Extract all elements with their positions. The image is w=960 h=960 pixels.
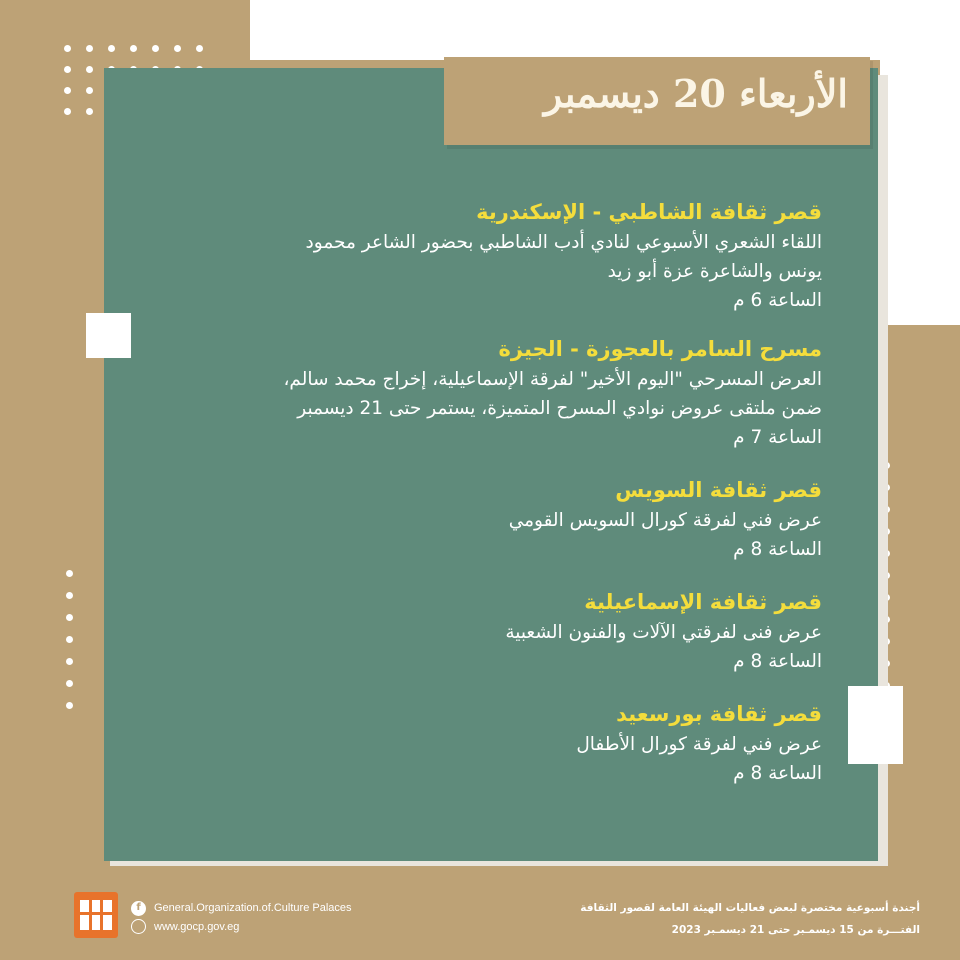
event-item: [150, 586, 822, 676]
decorative-dot: [86, 87, 93, 94]
footer: [0, 885, 960, 960]
event-description: عرض فني لفرقة كورال السويس القومي: [508, 510, 822, 531]
agenda-title: أجندة أسبوعية مختصرة لبعض فعاليات الهيئة العامة لقصور الثقافة: [580, 902, 920, 914]
event-time: الساعة 8 م: [733, 651, 822, 672]
decorative-dot: [64, 87, 71, 94]
decorative-dot-column-left: [66, 570, 73, 709]
gocp-logo-icon: [74, 892, 118, 938]
date-header: [444, 57, 870, 145]
decorative-white-block-right: [880, 60, 960, 325]
facebook-page-link[interactable]: General.Organization.of.Culture Palaces: [154, 902, 352, 914]
decorative-white-block-top: [250, 0, 960, 60]
agenda-period: الفتـــرة من 15 ديسمـبر حتى 21 ديسمـبر 2023: [671, 924, 920, 936]
event-time: الساعة 7 م: [733, 427, 822, 448]
events-list: [150, 196, 822, 810]
event-venue: قصر ثقافة بورسعيد: [616, 702, 822, 726]
decorative-dot: [130, 45, 137, 52]
event-venue: قصر ثقافة الإسماعيلية: [584, 590, 822, 614]
event-item: [150, 196, 822, 315]
agenda-info: [580, 897, 920, 941]
event-description: اللقاء الشعري الأسبوعي لنادي أدب الشاطبي بحضور الشاعر محمود: [305, 232, 822, 253]
event-item: [150, 698, 822, 788]
decorative-dot: [86, 108, 93, 115]
decorative-dot: [86, 45, 93, 52]
event-time: الساعة 6 م: [733, 290, 822, 311]
decorative-white-square-right: [848, 686, 903, 764]
event-item: [150, 333, 822, 452]
globe-icon[interactable]: [131, 919, 146, 934]
decorative-dot: [66, 658, 73, 665]
decorative-dot: [66, 702, 73, 709]
event-item: [150, 474, 822, 564]
decorative-dot: [66, 592, 73, 599]
decorative-white-square-left: [86, 313, 131, 358]
decorative-dot: [152, 45, 159, 52]
event-time: الساعة 8 م: [733, 539, 822, 560]
event-venue: قصر ثقافة السويس: [615, 478, 822, 502]
event-description: يونس والشاعرة عزة أبو زيد: [607, 261, 822, 282]
event-description: العرض المسرحي "اليوم الأخير" لفرقة الإسماعيلية، إخراج محمد سالم،: [283, 369, 822, 390]
facebook-icon[interactable]: f: [131, 901, 146, 916]
event-description: ضمن ملتقى عروض نوادي المسرح المتميزة، يستمر حتى 21 ديسمبر: [297, 398, 822, 419]
decorative-dot: [86, 66, 93, 73]
event-venue: قصر ثقافة الشاطبي - الإسكندرية: [476, 200, 822, 224]
decorative-dot: [66, 680, 73, 687]
decorative-dot: [174, 45, 181, 52]
website-link[interactable]: www.gocp.gov.eg: [154, 921, 240, 933]
decorative-dot: [108, 45, 115, 52]
decorative-dot: [64, 108, 71, 115]
event-time: الساعة 8 م: [733, 763, 822, 784]
decorative-dot: [66, 636, 73, 643]
decorative-dot: [64, 66, 71, 73]
decorative-dot: [64, 45, 71, 52]
decorative-dot: [66, 570, 73, 577]
event-venue: مسرح السامر بالعجوزة - الجيزة: [498, 337, 822, 361]
event-description: عرض فني لفرقة كورال الأطفال: [576, 734, 822, 755]
decorative-dot: [196, 45, 203, 52]
decorative-dot: [66, 614, 73, 621]
event-description: عرض فنى لفرقتي الآلات والفنون الشعبية: [505, 622, 822, 643]
date-title: الأربعاء 20 ديسمبر: [543, 71, 848, 116]
